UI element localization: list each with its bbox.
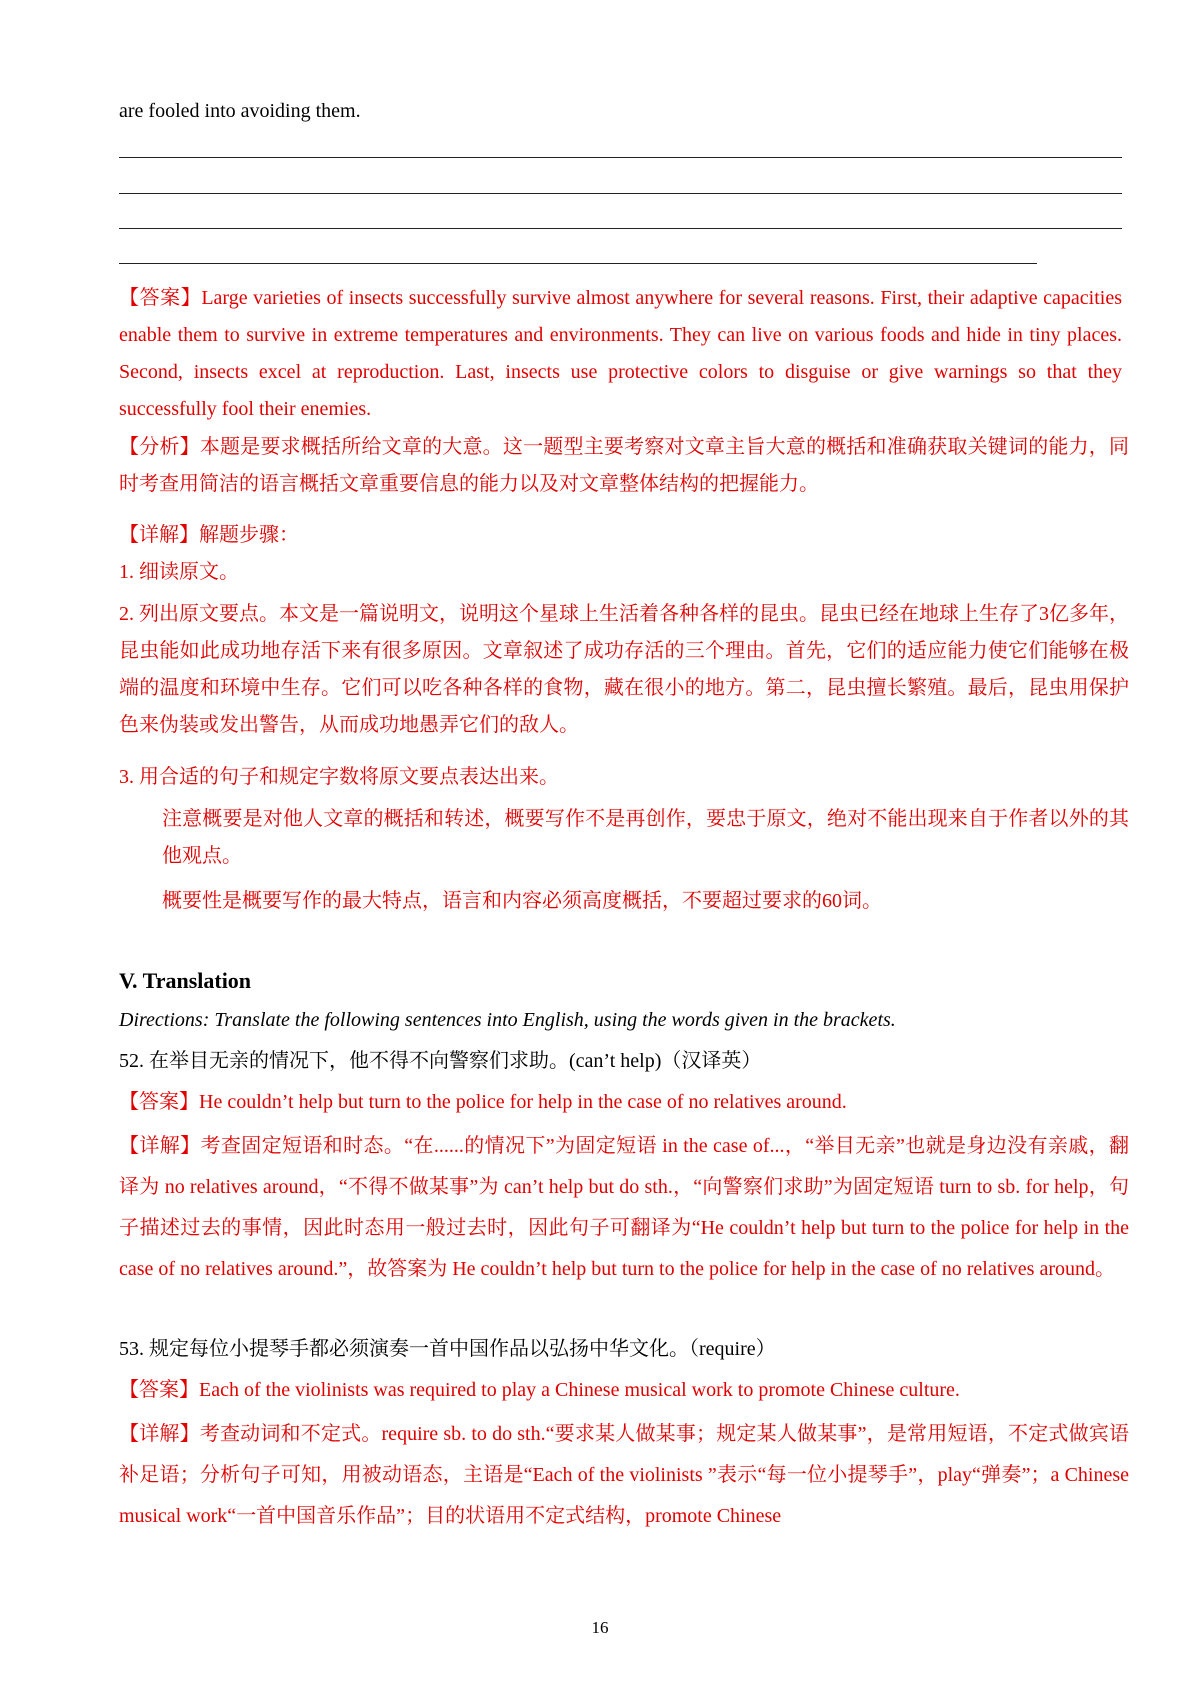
- q52-answer-text: He couldn’t help but turn to the police for help in the case of no relatives around.: [199, 1091, 847, 1113]
- answer-line-3: [119, 228, 1122, 229]
- section-directions: Directions: Translate the following sentences into English, using the words given in the brackets.: [119, 1009, 896, 1031]
- q53-detail: [119, 1414, 1129, 1537]
- section-title: V. Translation: [119, 968, 252, 993]
- detail-title-text: 解题步骤：: [199, 524, 299, 546]
- answer-tag: 【答案】: [119, 1091, 199, 1113]
- q52-answer: [119, 1084, 1122, 1121]
- page-number: 16: [591, 1618, 609, 1637]
- analysis-text: 本题是要求概括所给文章的大意。这一题型主要考察对文章主旨大意的概括和准确获取关键词的能力，同时考查用简洁的语言概括文章重要信息的能力以及对文章整体结构的把握能力。: [119, 436, 1130, 495]
- analysis-tag: 【分析】: [119, 436, 200, 458]
- q53-detail-text: 考查动词和不定式。require sb. to do sth.“要求某人做某事；规定某人做某事”，是常用短语，不定式做宾语补足语；分析句子可知，用被动语态，主语是“Each of the violinists ”表示“每一位小提琴手”，play“弹奏”；a Chinese musical work“一首中国音乐作品”；目的状语用不定式结构，promote Chinese: [119, 1423, 1129, 1527]
- answer-tag: 【答案】: [119, 1379, 199, 1401]
- question-53: 53. 规定每位小提琴手都必须演奏一首中国作品以弘扬中华文化。（require）: [119, 1338, 776, 1360]
- q52-detail: [119, 1126, 1129, 1290]
- detail-tag: 【详解】: [119, 1423, 200, 1445]
- step-2: 2. 列出原文要点。本文是一篇说明文，说明这个星球上生活着各种各样的昆虫。昆虫已经在地球上生存了3亿多年，昆虫能如此成功地存活下来有很多原因。文章叙述了成功存活的三个理由。首先，它们的适应能力使它们能够在极端的温度和环境中生存。它们可以吃各种各样的食物，藏在很小的地方。第二，昆虫擅长繁殖。最后，昆虫用保护色来伪装或发出警告，从而成功地愚弄它们的敌人。: [119, 603, 1129, 736]
- answer-tag: 【答案】: [119, 287, 202, 309]
- note-1: 注意概要是对他人文章的概括和转述，概要写作不是再创作，要忠于原文，绝对不能出现来自于作者以外的其他观点。: [162, 808, 1129, 867]
- note-2: 概要性是概要写作的最大特点，语言和内容必须高度概括，不要超过要求的60词。: [162, 890, 882, 912]
- continued-text: are fooled into avoiding them.: [119, 100, 361, 122]
- step-3: 3. 用合适的句子和规定字数将原文要点表达出来。: [119, 766, 559, 788]
- q53-answer: [119, 1372, 1122, 1409]
- step-1: 1. 细读原文。: [119, 561, 239, 583]
- question-52: 52. 在举目无亲的情况下，他不得不向警察们求助。(can’t help)（汉译英）: [119, 1050, 762, 1072]
- q53-answer-text: Each of the violinists was required to play a Chinese musical work to promote Chinese culture.: [199, 1379, 960, 1401]
- summary-answer-text: Large varieties of insects successfully survive almost anywhere for several reasons. First, their adaptive capacities enable them to survive in extreme temperatures and environments. They can live on various foods and hide in tiny places. Second, insects excel at reproduction. Last, insects use protective colors to disguise or give warnings so that they successfully fool their enemies.: [119, 287, 1123, 420]
- summary-answer: [119, 280, 1122, 428]
- answer-line-1: [119, 157, 1122, 158]
- summary-analysis: [119, 429, 1129, 503]
- q52-detail-text: 考查固定短语和时态。“在......的情况下”为固定短语 in the case of...，“举目无亲”也就是身边没有亲戚，翻译为 no relatives around，“不得不做某事”为 can’t help but do sth.，“向警察们求助”为固定短语 turn to sb. for help，句子描述过去的事情，因此时态用一般过去时，因此句子可翻译为“He couldn’t help but turn to the police for help in the case of no relatives around.”，故答案为 He couldn’t help but turn to the police for help in the case of no relatives around。: [119, 1135, 1130, 1280]
- detail-tag: 【详解】: [119, 524, 199, 546]
- summary-detail-title: [119, 517, 1122, 554]
- answer-line-2: [119, 193, 1122, 194]
- detail-tag: 【详解】: [119, 1135, 201, 1157]
- answer-line-4: [119, 263, 1037, 264]
